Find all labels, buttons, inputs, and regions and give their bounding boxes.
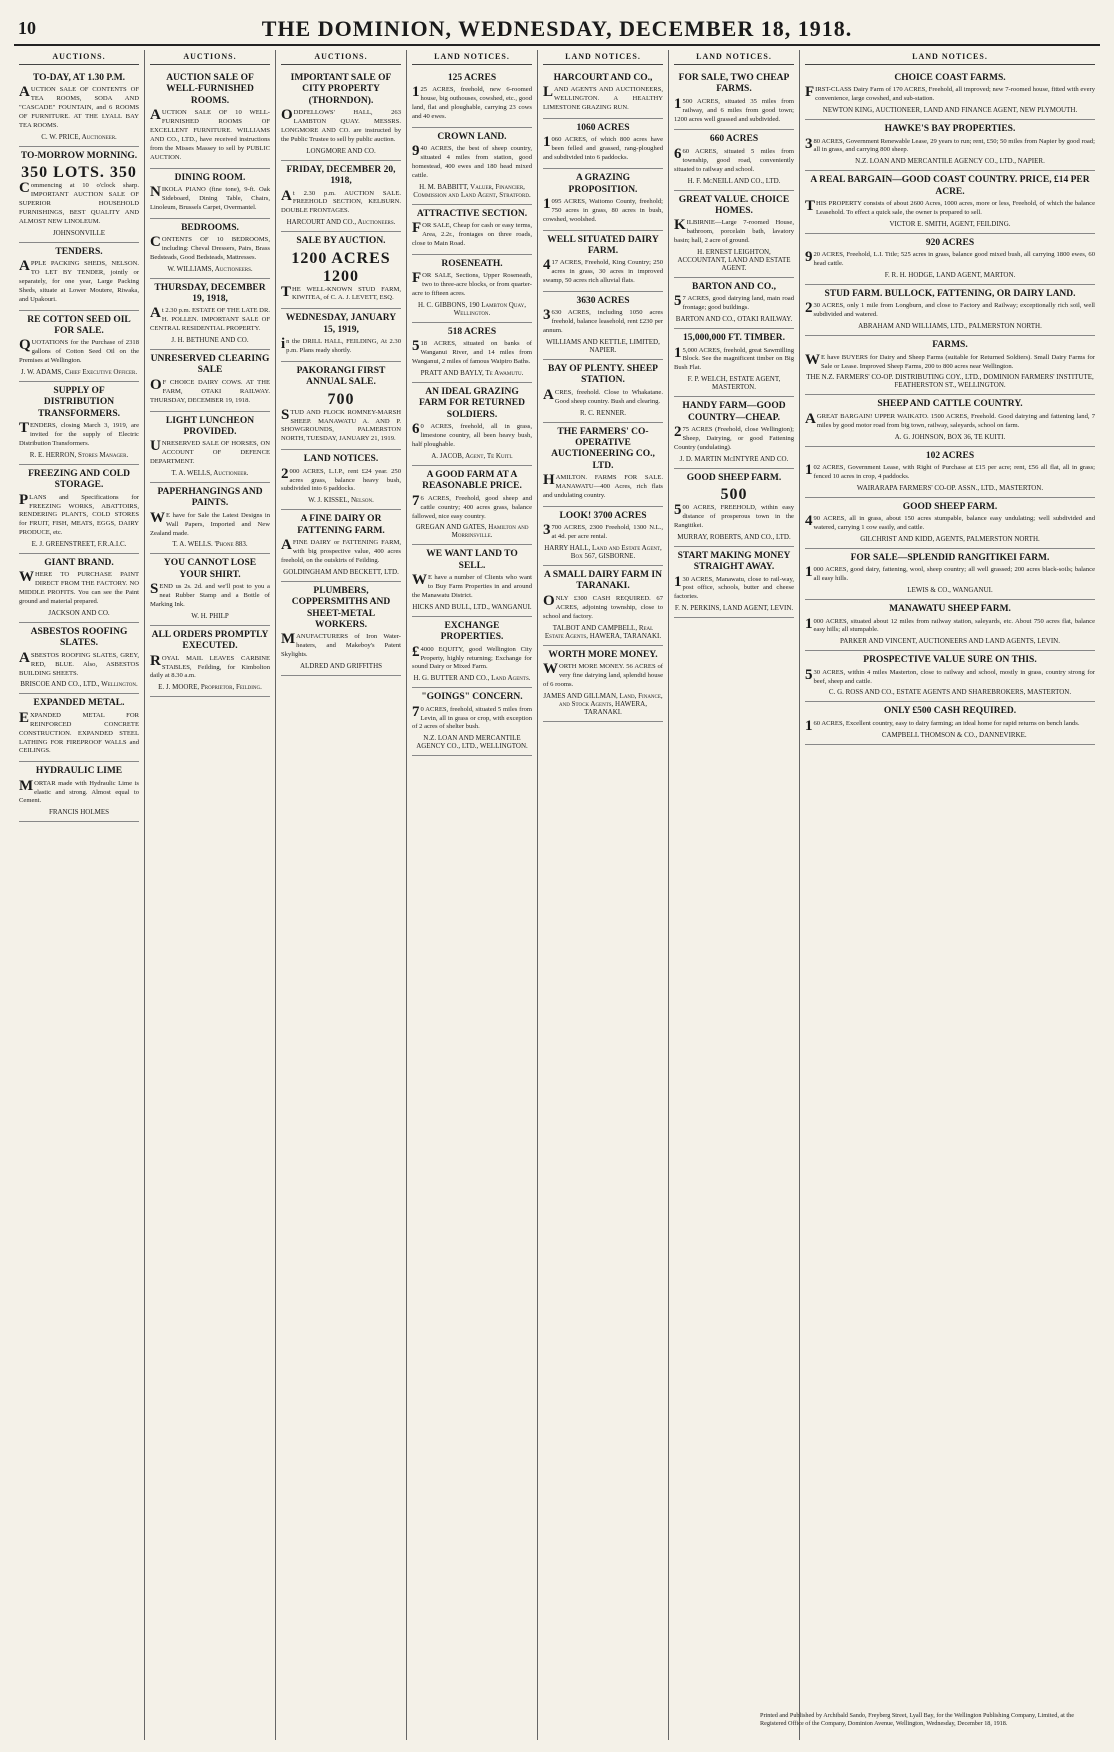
ad-signature: W. H. PHILP <box>191 611 229 620</box>
ad-body-text: WE have for Sale the Latest Designs in Wall Papers, Imported and New Zealand made. <box>150 509 270 537</box>
ad-body-text: THE WELL-KNOWN STUD FARM, KIWITEA, of C. A. J. LEVETT, ESQ. <box>281 283 401 302</box>
ad-signature: C. G. ROSS AND CO., ESTATE AGENTS AND SHAREBROKERS, MASTERTON. <box>828 688 1072 697</box>
ad-heading: THE FARMERS' CO-OPERATIVE AUCTIONEERING CO., LTD. <box>551 426 655 471</box>
ad-heading: 518 ACRES <box>447 327 497 338</box>
ad-heading: ATTRACTIVE SECTION. <box>416 208 528 219</box>
ad-body-text: 3700 ACRES, 2300 Freehold, 1300 N.L., at 4d. per acre rental. <box>543 522 663 541</box>
ad-heading: A FINE DAIRY OR FATTENING FARM. <box>297 514 385 536</box>
advertisement <box>805 336 1095 395</box>
advertisement <box>674 130 794 190</box>
ad-heading: SUPPLY OF DISTRIBUTION TRANSFORMERS. <box>37 385 121 419</box>
advertisement <box>150 69 270 169</box>
ad-heading: PAKORANGI FIRST ANNUAL SALE. <box>296 365 386 388</box>
ad-signature: JOHNSONVILLE <box>52 228 106 237</box>
ad-heading: BARTON AND CO., <box>692 281 776 292</box>
ad-body-text: 15,000 ACRES, freehold, great Sawmilling Block. See the magnificent timber on Big Bush Flat. <box>674 344 794 372</box>
ad-signature: F. P. WELCH, ESTATE AGENT, MASTERTON. <box>687 375 781 392</box>
column-6 <box>669 50 800 1740</box>
ad-signature: H. M. BABBITT, Valuer, Financier, Commission and Land Agent, Stratford. <box>413 182 531 199</box>
ad-signature: TALBOT AND CAMPBELL, Real Estate Agents, HAWERA, TARANAKI. <box>544 623 662 640</box>
ad-heading: 1060 ACRES <box>576 123 630 134</box>
ad-heading: 920 ACRES <box>925 237 975 248</box>
advertisement <box>150 350 270 411</box>
ad-heading: WELL SITUATED DAIRY FARM. <box>547 234 659 256</box>
advertisement <box>805 234 1095 285</box>
ad-body-text: 920 ACRES, Freehold, L.I. Title; 525 acres in grass, balance good mixed bush, all carrying 1800 ewes, 60 head cattle. <box>805 249 1095 268</box>
ad-signature: T. A. WELLS, Auctioneer. <box>171 469 249 477</box>
advertisement <box>150 626 270 697</box>
ad-body-text: 70 ACRES, freehold, situated 5 miles from Levin, all in grass or crop, with exception of 2 acres of shelter bush. <box>412 703 532 731</box>
ad-signature: GREGAN AND GATES, Hamilton and Morrinsville. <box>415 523 529 540</box>
ad-signature: J. D. MARTIN McINTYRE AND CO. <box>679 454 789 463</box>
ad-body-text: 530 ACRES, within 4 miles Masterton, close to railway and school, mostly in grass, country strong for beef, sheep and cattle. <box>805 666 1095 685</box>
advertisement <box>805 702 1095 744</box>
ad-body-text: TENDERS, closing March 3, 1919, are invited for the supply of Electric Distribution Transformers. <box>19 420 139 447</box>
ad-heading: RE COTTON SEED OIL FOR SALE. <box>27 314 131 336</box>
advertisement <box>805 498 1095 549</box>
column-4 <box>407 50 538 1740</box>
ad-signature: JACKSON AND CO. <box>48 609 110 618</box>
advertisement <box>19 382 139 465</box>
column-heading: LAND NOTICES. <box>543 50 663 65</box>
column-5 <box>538 50 669 1740</box>
advertisement <box>674 547 794 618</box>
ad-body-text: 102 ACRES, Government Lease, with Right of Purchase at £15 per acre; rent, £56 all flat, all in grass; fenced 10 acres in crop, 4 paddocks. <box>805 461 1095 480</box>
advertisement <box>281 309 401 362</box>
advertisement <box>281 362 401 450</box>
ad-body-text: LAND AGENTS AND AUCTIONEERS, WELLINGTON. A HEALTHY LIMESTONE GRAZING RUN. <box>543 84 663 112</box>
ad-body-text: At 2.30 p.m. ESTATE OF THE LATE DR. H. POLLEN. IMPORTANT SALE OF CENTRAL RESIDENTIAL PROPERTY. <box>150 305 270 333</box>
ad-body-text: THIS PROPERTY consists of about 2600 Acres, 1000 acres, more or less, Freehold, of which the balance Leasehold. To effect a quick sale, the owner is prepared to sell. <box>805 198 1095 217</box>
newspaper-columns <box>14 50 1100 1740</box>
ad-body-text: STUD AND FLOCK ROMNEY-MARSH SHEEP. MANAWATU A. AND P. SHOWGROUNDS, PALMERSTON NORTH, TUESDAY, JANUARY 21, 1919. <box>281 406 401 443</box>
ad-heading: WORTH MORE MONEY. <box>548 649 658 660</box>
advertisement <box>674 278 794 329</box>
ad-heading: CHOICE COAST FARMS. <box>894 73 1006 83</box>
advertisement <box>543 169 663 230</box>
ad-heading: SALE BY AUCTION. <box>296 236 386 247</box>
ad-heading: HANDY FARM—GOOD COUNTRY—CHEAP. <box>682 401 786 423</box>
ad-signature: N.Z. LOAN AND MERCANTILE AGENCY CO., LTD., WELLINGTON. <box>416 734 528 751</box>
ad-heading: FARMS. <box>932 340 968 351</box>
ad-body-text: WORTH MORE MONEY. 56 ACRES of very fine dairying land, splendid house of 6 rooms. <box>543 660 663 688</box>
ad-body-text: 160 ACRES, Excellent country, easy to dairy farming; an ideal home for rapid returns on bench lands. <box>805 717 1080 734</box>
ad-body-text: AFINE DAIRY or FATTENING FARM, with big prospective value, 400 acres freehold, on the outskirts of Feilding. <box>281 537 401 564</box>
advertisement <box>674 469 794 547</box>
masthead <box>14 12 1100 46</box>
ad-body-text: ROYAL MAIL LEAVES CARBINE STABLES, Feilding, for Kimbolton daily at 8.30 a.m. <box>150 652 270 680</box>
ad-heading: FOR SALE, TWO CHEAP FARMS. <box>678 73 790 95</box>
ad-heading: STUD FARM. BULLOCK, FATTENING, OR DAIRY LAND. <box>824 289 1076 300</box>
ad-heading: EXPANDED METAL. <box>33 698 125 709</box>
advertisement <box>543 69 663 119</box>
column-heading: AUCTIONS. <box>281 50 401 65</box>
ad-heading: FOR SALE—SPLENDID RANGITIKEI FARM. <box>850 552 1050 563</box>
ad-heading: 125 ACRES <box>447 73 497 83</box>
ad-heading: 3630 ACRES <box>576 296 630 307</box>
advertisement <box>281 69 401 161</box>
ad-heading: 15,000,000 FT. TIMBER. <box>682 333 786 344</box>
ad-body-text: 2000 ACRES, L.I.P., rent £24 year. 250 acres grass, balance heavy bush, subdivided into 6 paddocks. <box>281 465 401 493</box>
ad-body-text: CONTENTS OF 10 BEDROOMS, including: Cheval Dressers, Pairs, Brass Bedsteads, Good Bedsteads, Mattresses. <box>150 233 270 261</box>
ad-body-text: 1000 ACRES, good dairy, fattening, wool, sheep country; all well grassed; 200 acres black-soils; balance all easy hills. <box>805 564 1095 583</box>
advertisement <box>412 69 532 128</box>
ad-body-text: ASBESTOS ROOFING SLATES, GREY, RED, BLUE. Also, ASBESTOS BUILDING SHEETS. <box>19 649 139 677</box>
ad-body-text: 490 ACRES, all in grass, about 150 acres stumpable, balance easy undulating; well subdivided and watered, carrying 1 cow easily, and cattle. <box>805 513 1095 532</box>
advertisement <box>805 395 1095 446</box>
column-3 <box>276 50 407 1740</box>
ad-heading: WE WANT LAND TO SELL. <box>426 549 518 571</box>
advertisement <box>150 483 270 554</box>
ad-body-text: APPLE PACKING SHEDS, NELSON. TO LET BY TENDER, jointly or separately, for one year, Large Packing Sheds, situate at Lower Moutere, Riwaka, and Upakouri. <box>19 258 139 303</box>
advertisement <box>150 169 270 219</box>
advertisement <box>150 279 270 350</box>
ad-body-text: 1500 ACRES, situated 35 miles from railway, and 6 miles from good town; 1200 acres well grassed and subdivided. <box>674 95 794 123</box>
ad-heading: TENDERS. <box>55 246 103 257</box>
ad-body-text: FOR SALE, Cheap for cash or easy terms, Area, 2.2r., frontages on three roads, close to Main Road. <box>412 220 532 248</box>
ad-body-text: 275 ACRES (Freehold, close Wellington); Sheep, Dairying, or good Fattening Country (undulating). <box>674 423 794 451</box>
ad-body-text: KILBIRNIE—Large 7-roomed House, bathroom, porcelain bath, lavatory basin; hall, 2 acre of ground. <box>674 217 794 245</box>
ad-heading: 660 ACRES <box>709 134 759 145</box>
ad-body-text: 1060 ACRES, of which 800 acres have been felled and grassed, rang-ploughed and subdivided into 6 paddocks. <box>543 134 663 162</box>
ad-signature: ALDRED AND GRIFFITHS <box>299 662 383 671</box>
ad-body-text: 518 ACRES, situated on banks of Wanganui River, and 14 miles from Wanganui, 2 miles of famous Waipiro Baths. <box>412 338 532 366</box>
ad-body-text: EXPANDED METAL FOR REINFORCED CONCRETE CONSTRUCTION. EXPANDED STEEL LATHING FOR FIREPROOF WALLS and CEILINGS. <box>19 709 139 755</box>
advertisement <box>19 69 139 147</box>
newspaper-title: THE DOMINION, WEDNESDAY, DECEMBER 18, 1918. <box>261 16 853 41</box>
column-heading: LAND NOTICES. <box>412 50 532 65</box>
column-heading: LAND NOTICES. <box>805 50 1095 65</box>
ad-heading: AN IDEAL GRAZING FARM FOR RETURNED SOLDIERS. <box>419 387 525 420</box>
advertisement <box>805 171 1095 234</box>
ad-signature: HARRY HALL, Land and Estate Agent, Box 567, GISBORNE. <box>544 544 662 561</box>
ad-heading: YOU CANNOT LOSE YOUR SHIRT. <box>163 558 257 580</box>
advertisement <box>19 623 139 694</box>
ad-body-text: 125 ACRES, freehold, new 6-roomed house, big outhouses, cowshed, etc., good land, flat and ploughable, carrying 23 cows and 40 ewes. <box>412 84 532 121</box>
advertisement <box>412 617 532 688</box>
advertisement <box>543 646 663 722</box>
ad-heading: BAY OF PLENTY. SHEEP STATION. <box>548 364 658 386</box>
advertisement <box>805 69 1095 120</box>
ad-heading: TO-DAY, AT 1.30 P.M. <box>32 73 126 83</box>
ad-heading: PLUMBERS, COPPERSMITHS AND SHEET-METAL WORKERS. <box>291 585 391 630</box>
ad-heading: 102 ACRES <box>925 450 975 461</box>
advertisement <box>19 311 139 382</box>
ad-signature: JAMES AND GILLMAN, Land, Finance, and Stock Agents, HAWERA, TARANAKI. <box>543 691 663 716</box>
ad-signature: R. C. RENNER. <box>579 408 627 417</box>
ad-body-text: 380 ACRES, Government Renewable Lease, 29 years to run; rent, £50; 50 miles from Napier by good road; all in grass, and carrying 800 sheep. <box>805 135 1095 154</box>
ad-signature: H. F. McNEILL AND CO., LTD. <box>687 176 781 185</box>
advertisement <box>805 651 1095 702</box>
ad-body-text: PLANS and Specifications for FREEZING WORKS, ABATTOIRS, RENDERING PLANTS, COLD STORES for FRUIT, FISH, MEATS, EGGS, DAIRY PRODUCE, etc. <box>19 491 139 537</box>
ad-body-text: WHERE TO PURCHASE PAINT DIRECT FROM THE FACTORY. NO MIDDLE PROFITS. You can see the Paint ground and material prepared. <box>19 569 139 606</box>
ad-heading: THURSDAY, DECEMBER 19, 1918, <box>154 282 266 305</box>
ad-body-text: 1000 ACRES, situated about 12 miles from railway station, saleyards, etc. About 750 acres flat, balance easy hills; all stumpable. <box>805 615 1095 634</box>
ad-signature: HICKS AND BULL, LTD., WANGANUI. <box>412 602 532 611</box>
ad-heading: A GRAZING PROPOSITION. <box>568 173 638 195</box>
ad-body-text: 417 ACRES, Freehold, King Country; 250 acres in grass, 30 acres in improved swamp, 50 acres rich alluvial flats. <box>543 257 663 285</box>
ad-display-figure: 350 LOTS. 350 <box>21 164 137 182</box>
ad-heading: AUCTION SALE OF WELL-FURNISHED ROOMS. <box>166 73 254 106</box>
page-number: 10 <box>18 18 36 38</box>
advertisement <box>150 219 270 279</box>
ad-body-text: ODDFELLOWS' HALL, 263 LAMBTON QUAY. MESSRS. LONGMORE AND CO. are instructed by the Public Trustee to sell by public auction. <box>281 107 401 143</box>
ad-body-text: 500 ACRES, FREEHOLD, within easy distance of prosperous town in the Rangitikei. <box>674 502 794 529</box>
advertisement <box>805 447 1095 498</box>
ad-heading: SHEEP AND CATTLE COUNTRY. <box>877 399 1023 410</box>
column-1 <box>14 50 145 1740</box>
ad-heading: PAPERHANGINGS AND PAINTS. <box>157 487 263 509</box>
ad-heading: GREAT VALUE. CHOICE HOMES. <box>678 194 790 216</box>
ad-body-text: AGREAT BARGAIN! UPPER WAIKATO. 1500 ACRES, Freehold. Good dairying and fattening land, 7 miles by good motor road from big town, railway, saleyards, school on farm. <box>805 410 1095 429</box>
advertisement <box>281 161 401 232</box>
ad-body-text: £4000 EQUITY, good Wellington City Property, highly returning; Exchange for sound Dairy or Mixed Farm. <box>412 643 532 671</box>
ad-heading: TO-MORROW MORNING. <box>20 150 138 161</box>
ad-heading: HARCOURT AND CO., <box>553 73 653 83</box>
advertisement <box>150 554 270 625</box>
ad-body-text: 3630 ACRES, including 1050 acres freehold, balance leasehold, rent £230 per annum. <box>543 307 663 335</box>
ad-heading: ALL ORDERS PROMPTLY EXECUTED. <box>151 629 269 652</box>
ad-body-text: AUCTION SALE OF CONTENTS OF TEA ROOMS, SODA AND "CASCADE" FOUNTAIN, and 6 ROOMS OF FURNITURE. AT THE LYALL BAY TEA ROOMS. <box>19 84 139 129</box>
ad-body-text: QUOTATIONS for the Purchase of 2318 gallons of Cotton Seed Oil on the Premises at Wellington. <box>19 337 139 365</box>
ad-body-text: 660 ACRES, situated 5 miles from township, good road, conveniently situated to railway and school. <box>674 145 794 173</box>
ad-heading: ROSENEATH. <box>441 258 503 269</box>
advertisement <box>805 600 1095 651</box>
ad-signature: PARKER AND VINCENT, AUCTIONEERS AND LAND AGENTS, LEVIN. <box>840 637 1060 646</box>
advertisement <box>543 231 663 292</box>
advertisement <box>412 205 532 255</box>
ad-signature: GOLDINGHAM AND BECKETT, LTD. <box>283 567 399 576</box>
ad-signature: BRISCOE AND CO., LTD., Wellington. <box>20 680 138 689</box>
ad-signature: WILLIAMS AND KETTLE, LIMITED, NAPIER. <box>546 338 660 355</box>
advertisement <box>19 465 139 554</box>
column-2 <box>145 50 276 1740</box>
ad-heading: LIGHT LUNCHEON PROVIDED. <box>165 415 255 437</box>
ad-heading: WEDNESDAY, JANUARY 15, 1919, <box>285 313 397 335</box>
ad-body-text: UNRESERVED SALE OF HORSES, ON ACCOUNT OF DEFENCE DEPARTMENT. <box>150 438 270 466</box>
ad-signature: T. A. WELLS. 'Phone 883. <box>172 540 248 549</box>
ad-body-text: MANUFACTURERS of Iron Water-heaters, and Makeboy's Patent Skylights. <box>281 631 401 659</box>
ad-body-text: 60 ACRES, freehold, all in grass, limestone country, all been heavy bush, half ploughable. <box>412 421 532 449</box>
column-heading: AUCTIONS. <box>19 50 139 65</box>
advertisement <box>543 507 663 566</box>
ad-signature: CAMPBELL THOMSON & CO., DANNEVIRKE. <box>881 730 1027 739</box>
column-heading: LAND NOTICES. <box>674 50 794 65</box>
ad-heading: LOOK! 3700 ACRES <box>559 510 647 521</box>
ad-heading: HYDRAULIC LIME <box>35 766 123 777</box>
advertisement <box>281 510 401 581</box>
advertisement <box>543 423 663 507</box>
advertisement <box>543 119 663 169</box>
ad-heading: EXCHANGE PROPERTIES. <box>440 620 504 643</box>
advertisement <box>543 360 663 423</box>
ad-body-text: SEND us 2s. 2d. and we'll post to you a neat Rubber Stamp and a Bottle of Marking Ink. <box>150 581 270 609</box>
ad-signature: WAIRARAPA FARMERS' CO-OP. ASSN., LTD., MASTERTON. <box>856 483 1044 492</box>
ad-signature: HARCOURT AND CO., Auctioneers. <box>286 218 396 227</box>
ad-display-figure: 500 <box>720 486 748 504</box>
ad-heading: UNRESERVED CLEARING SALE <box>150 354 270 376</box>
advertisement <box>281 232 401 309</box>
advertisement <box>543 566 663 645</box>
ad-signature: NEWTON KING, AUCTIONEER, LAND AND FINANCE AGENT, NEW PLYMOUTH. <box>822 106 1078 115</box>
ad-body-text: 76 ACRES, Freehold, good sheep and cattle country; 400 acres grass, balance fallowed, nice easy country. <box>412 492 532 520</box>
ad-signature: A. G. JOHNSON, BOX 36, TE KUITI. <box>894 432 1006 441</box>
ad-heading: DINING ROOM. <box>174 172 246 183</box>
ad-body-text: 130 ACRES, Manawatu, close to rail-way, post office, schools, butter and cheese factories. <box>674 573 794 601</box>
advertisement <box>19 694 139 762</box>
advertisement <box>281 582 401 676</box>
ad-body-text: 57 ACRES, good dairying land, main road frontage; good buildings. <box>674 293 794 312</box>
advertisement <box>674 69 794 130</box>
ad-body-text: At 2.30 p.m. AUCTION SALE. FREEHOLD SECTION, KELBURN. DOUBLE FRONTAGES. <box>281 187 401 215</box>
ad-heading: ASBESTOS ROOFING SLATES. <box>30 627 128 649</box>
ad-heading: FRIDAY, DECEMBER 20, 1918, <box>286 164 396 187</box>
ad-signature: A. JACOB, Agent, Te Kuiti. <box>431 451 513 460</box>
ad-body-text: WE have a number of Clients who want to Buy Farm Properties in and around the Manawatu District. <box>412 572 532 599</box>
ad-body-text: AUCTION SALE OF 10 WELL-FURNISHED ROOMS OF EXCELLENT FURNITURE. WILLIAMS AND CO., LTD., have received instructions from the Misses Massey to sell by PUBLIC AUCTION. <box>150 107 270 161</box>
advertisement <box>281 450 401 510</box>
advertisement <box>674 329 794 397</box>
ad-signature: R. E. HERRON, Stores Manager. <box>29 450 129 459</box>
ad-signature: E. J. MOORE, Proprietor, Feilding. <box>158 683 262 692</box>
ad-body-text: NIKOLA PIANO (fine tone), 9-ft. Oak Sideboard, Dining Table, Chairs, Linoleum, Brussels Carpet, Overmantel. <box>150 183 270 211</box>
ad-body-text: WE have BUYERS for Dairy and Sheep Farms (suitable for Returned Soldiers). Small Dairy Farms for Sale or Lease. Improved Sheep Farms, 200 to 800 acres near Wellington. <box>805 351 1095 370</box>
advertisement <box>412 128 532 205</box>
advertisement <box>805 549 1095 600</box>
ad-body-text: in the DRILL HALL, FEILDING, At 2.30 p.m. Plans ready shortly. <box>281 336 401 355</box>
ad-signature: ABRAHAM AND WILLIAMS, LTD., PALMERSTON NORTH. <box>858 322 1042 331</box>
column-7 <box>800 50 1100 1740</box>
advertisement <box>674 397 794 468</box>
ad-signature: C. W. PRICE, Auctioneer. <box>41 132 117 141</box>
ad-signature: VICTOR E. SMITH, AGENT, FEILDING. <box>889 219 1011 228</box>
ad-signature: GILCHRIST AND KIDD, AGENTS, PALMERSTON NORTH. <box>860 534 1040 543</box>
ad-heading: FREEZING AND COLD STORAGE. <box>28 468 130 491</box>
ad-heading: START MAKING MONEY STRAIGHT AWAY. <box>677 550 791 573</box>
ad-body-text: HAMILTON. FARMS FOR SALE. MANAWATU—400 Acres, rich flats and undulating country. <box>543 472 663 499</box>
ad-signature: LONGMORE AND CO. <box>306 146 376 155</box>
ad-heading: GOOD SHEEP FARM. <box>686 472 782 483</box>
ad-heading: GIANT BRAND. <box>44 558 114 569</box>
advertisement <box>674 191 794 278</box>
advertisement <box>412 545 532 616</box>
advertisement <box>412 323 532 383</box>
advertisement <box>19 243 139 311</box>
ad-heading: MANAWATU SHEEP FARM. <box>889 604 1011 615</box>
advertisement <box>412 383 532 466</box>
ad-signature: H. ERNEST LEIGHTON, ACCOUNTANT, LAND AND ESTATE AGENT. <box>677 247 791 272</box>
ad-body-text: 230 ACRES, only 1 mile from Longburn, and close to Factory and Railway; exceptionally rich soil, well subdivided and watered. <box>805 300 1095 319</box>
printer-imprint: Printed and Published by Archibald Sando, Freyberg Street, Lyall Bay, for the Wellington Publishing Company, Limited, at the Registered Office of the Company, Dominion Avenue, Wellington, Wednesday, December 18, 1918. <box>760 1712 1074 1728</box>
ad-signature: THE N.Z. FARMERS' CO-OP. DISTRIBUTING COY., LTD., DOMINION FARMERS' INSTITUTE, FEATHERSTON ST., WELLINGTON. <box>806 373 1094 390</box>
ad-heading: "GOINGS" CONCERN. <box>421 692 523 703</box>
ad-body-text: ONLY £300 CASH REQUIRED. 67 ACRES, adjoining township, close to school and factory. <box>543 592 663 620</box>
ad-heading: IMPORTANT SALE OF CITY PROPERTY (THORNDON). <box>290 73 392 106</box>
ad-heading: PROSPECTIVE VALUE SURE ON THIS. <box>863 655 1037 666</box>
ad-signature: PRATT AND BAYLY, Te Awamutu. <box>420 369 524 378</box>
ad-body-text: 1095 ACRES, Waitomo County, freehold; 750 acres in grass, 80 acres in bush, cowshed, woolshed. <box>543 195 663 223</box>
ad-display-figure: 700 <box>327 390 355 408</box>
advertisement <box>19 147 139 243</box>
advertisement <box>412 255 532 323</box>
ad-heading: HAWKE'S BAY PROPERTIES. <box>884 124 1016 135</box>
ad-heading: ONLY £500 CASH REQUIRED. <box>883 706 1017 717</box>
ad-signature: F. R. H. HODGE, LAND AGENT, MARTON. <box>884 271 1016 280</box>
ad-heading: A REAL BARGAIN—GOOD COAST COUNTRY. PRICE, £14 PER ACRE. <box>810 175 1090 197</box>
ad-body-text: MORTAR made with Hydraulic Lime is elastic and strong. Almost equal to Cement. <box>19 777 139 805</box>
advertisement <box>150 412 270 483</box>
ad-signature: MURRAY, ROBERTS, AND CO., LTD. <box>677 532 791 541</box>
ad-signature: F. N. PERKINS, LAND AGENT, LEVIN. <box>674 604 794 613</box>
ad-body-text: FIRST-CLASS Dairy Farm of 170 ACRES, Freehold, all improved; new 7-roomed house, fitted with every convenience, large cowshed, and sub-station. <box>805 84 1095 103</box>
ad-signature: J. W. ADAMS, Chief Executive Officer. <box>20 367 138 376</box>
ad-signature: W. J. KISSEL, Nelson. <box>308 496 374 505</box>
ad-signature: H. G. BUTTER AND CO., Land Agents. <box>413 674 531 683</box>
ad-signature: H. C. GIBBONS, 190 Lambton Quay, Wellington. <box>418 301 526 318</box>
ad-signature: BARTON AND CO., OTAKI RAILWAY. <box>675 315 793 324</box>
ad-body-text: Commencing at 10 o'clock sharp. IMPORTANT AUCTION SALE OF SUPERIOR HOUSEHOLD FURNISHINGS, BEST QUALITY AND ALMOST NEW LINOLEUM. <box>19 180 139 225</box>
ad-display-figure: 1200 ACRES 1200 <box>291 249 391 285</box>
ad-heading: BEDROOMS. <box>181 222 239 233</box>
ad-heading: A SMALL DAIRY FARM IN TARANAKI. <box>544 570 662 592</box>
ad-signature: J. H. BETHUNE AND CO. <box>171 336 249 345</box>
ad-heading: GOOD SHEEP FARM. <box>902 501 998 512</box>
ad-body-text: 940 ACRES, the best of sheep country, situated 4 miles from station, good homestead, 400 ewes and 180 head mixed cattle. <box>412 143 532 180</box>
advertisement <box>19 762 139 822</box>
advertisement <box>412 688 532 756</box>
advertisement <box>543 292 663 360</box>
ad-heading: A GOOD FARM AT A REASONABLE PRICE. <box>422 469 522 492</box>
column-heading: AUCTIONS. <box>150 50 270 65</box>
advertisement <box>805 285 1095 336</box>
ad-heading: LAND NOTICES. <box>303 454 379 465</box>
ad-body-text: OF CHOICE DAIRY COWS. AT THE FARM, OTAKI RAILWAY. THURSDAY, DECEMBER 19, 1918. <box>150 376 270 404</box>
ad-signature: LEWIS & CO., WANGANUI. <box>907 586 993 595</box>
ad-heading: CROWN LAND. <box>437 131 507 142</box>
advertisement <box>412 466 532 545</box>
ad-signature: FRANCIS HOLMES <box>48 808 110 817</box>
advertisement <box>805 120 1095 171</box>
advertisement <box>19 554 139 623</box>
ad-signature: N.Z. LOAN AND MERCANTILE AGENCY CO., LTD., NAPIER. <box>855 157 1045 166</box>
ad-signature: W. WILLIAMS, Auctioneers. <box>167 264 253 273</box>
ad-signature: E. J. GREENSTREET, F.R.A.I.C. <box>31 540 127 549</box>
ad-body-text: ACRES, freehold. Close to Whakatane. Good sheep country. Bush and clearing. <box>543 386 663 405</box>
ad-body-text: FOR SALE, Sections, Upper Roseneath, two to three-acre blocks, or from quarter-acre to fifteen acres. <box>412 270 532 298</box>
